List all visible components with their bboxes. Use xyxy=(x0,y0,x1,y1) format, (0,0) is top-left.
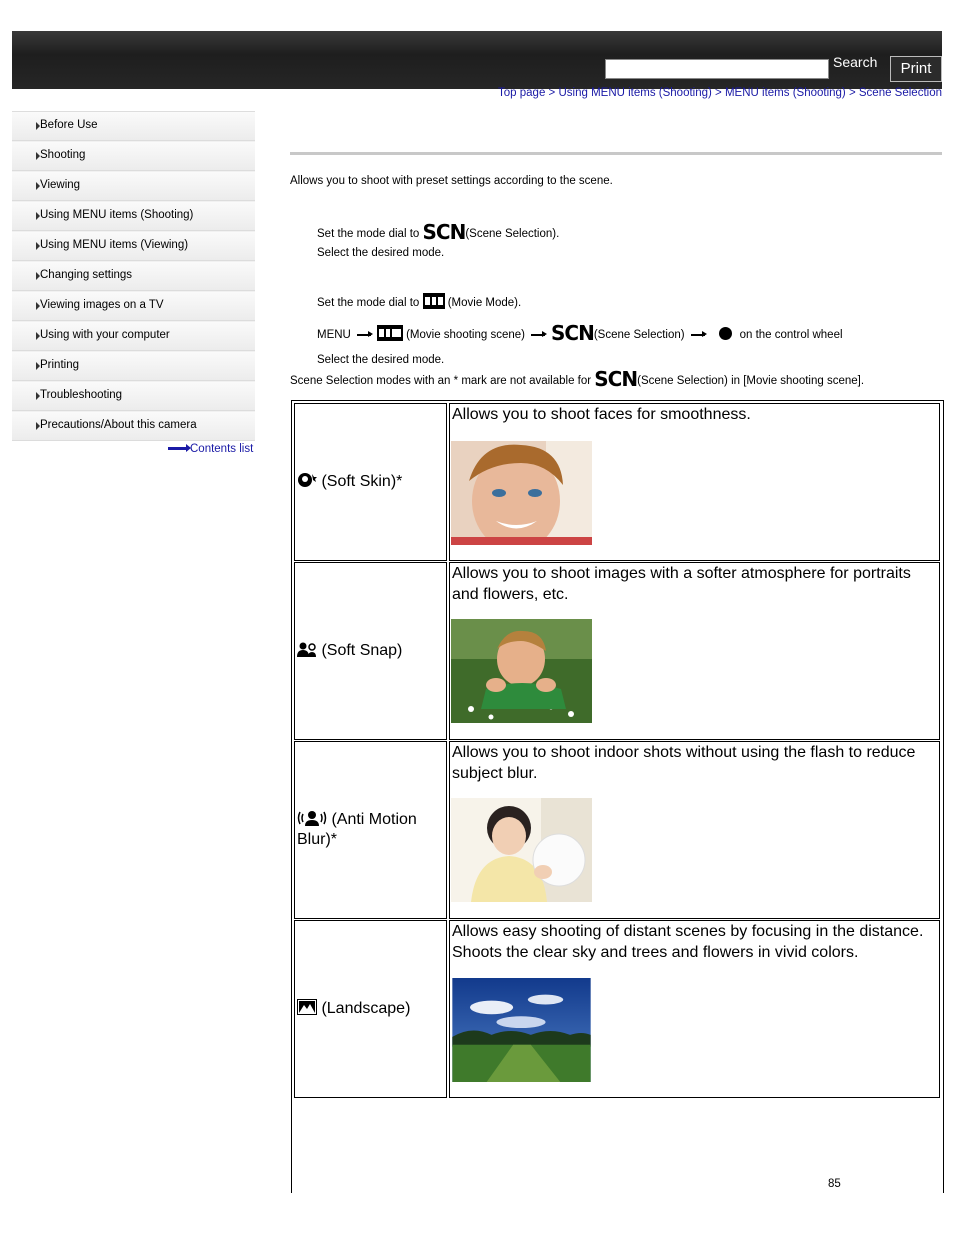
step-text: (Scene Selection). xyxy=(465,228,560,240)
search-input[interactable] xyxy=(605,59,829,79)
caret-right-icon xyxy=(36,212,40,220)
child-portrait-photo xyxy=(451,441,592,545)
desc-cell-landscape xyxy=(449,920,940,1098)
sidebar-item-before-use[interactable] xyxy=(12,112,255,141)
sidebar-item-label: Precautions/About this camera xyxy=(40,419,197,431)
scn-icon: SCN xyxy=(422,220,466,244)
mode-name: (Landscape) xyxy=(321,1000,411,1017)
sidebar-item-computer[interactable] xyxy=(12,322,255,351)
caret-right-icon xyxy=(36,272,40,280)
landscape-icon xyxy=(297,999,317,1015)
desc-cell-soft-snap xyxy=(449,562,940,740)
step-text: Set the mode dial to xyxy=(317,228,420,240)
sidebar-item-menu-viewing[interactable] xyxy=(12,232,255,261)
desc-cell-soft-skin xyxy=(449,403,940,561)
desc-cell-anti-motion-blur xyxy=(449,741,940,919)
breadcrumb-sep: > xyxy=(711,87,725,99)
step-set-dial-movie xyxy=(317,293,521,309)
mode-description: Allows easy shooting of distant scenes by focusing in the distance. Shoots the clear sky and trees and flowers in vivid colors. xyxy=(452,923,924,961)
page-number: 85 xyxy=(828,1178,841,1190)
caret-right-icon xyxy=(36,332,40,340)
arrow-right-icon xyxy=(691,334,705,336)
step-text: Set the mode dial to xyxy=(317,297,420,309)
sidebar-item-viewing[interactable] xyxy=(12,172,255,201)
sidebar-item-label: Troubleshooting xyxy=(40,389,123,401)
sidebar-item-label: Before Use xyxy=(40,119,98,131)
title-rule xyxy=(290,152,942,155)
mode-description: Allows you to shoot images with a softer atmosphere for portraits and flowers, etc. xyxy=(452,565,911,603)
note-suffix: (Scene Selection) in [Movie shooting scene]. xyxy=(637,375,865,387)
sidebar-item-shooting[interactable] xyxy=(12,142,255,171)
print-button[interactable]: Print xyxy=(890,56,942,82)
landscape-photo xyxy=(451,978,592,1082)
note-prefix: Scene Selection modes with an * mark are not available for xyxy=(290,375,592,387)
breadcrumb-scene-selection[interactable]: Scene Selection xyxy=(858,87,942,99)
scn-icon: SCN xyxy=(594,367,638,391)
sidebar-item-label: Shooting xyxy=(40,149,86,161)
intro-text: Allows you to shoot with preset settings according to the scene. xyxy=(290,175,613,187)
sidebar xyxy=(12,111,255,439)
sidebar-item-label: Using MENU items (Shooting) xyxy=(40,209,194,221)
caret-right-icon xyxy=(36,242,40,250)
sidebar-item-label: Printing xyxy=(40,359,79,371)
sidebar-item-viewing-tv[interactable] xyxy=(12,292,255,321)
sidebar-item-precautions[interactable] xyxy=(12,412,255,441)
girl-indoor-photo xyxy=(451,798,592,902)
mode-cell-landscape xyxy=(294,920,447,1098)
breadcrumb-using-menu-shooting[interactable]: Using MENU items (Shooting) xyxy=(558,87,712,99)
arrow-right-icon xyxy=(168,447,188,450)
breadcrumb-sep: > xyxy=(845,87,859,99)
soft-snap-icon xyxy=(297,641,317,657)
step-text: (Movie Mode). xyxy=(447,297,522,309)
mode-name: (Soft Snap) xyxy=(321,642,403,659)
caret-right-icon xyxy=(36,422,40,430)
contents-list-link[interactable] xyxy=(168,443,253,455)
breadcrumb-menu-items-shooting[interactable]: MENU items (Shooting) xyxy=(724,87,846,99)
step-select-mode: Select the desired mode. xyxy=(317,247,445,259)
movie-mode-icon xyxy=(423,293,445,309)
mode-name: (Anti Motion Blur)* xyxy=(297,811,417,848)
step-text: (Scene Selection) xyxy=(593,329,685,341)
step-menu-path xyxy=(317,321,843,345)
mode-description: Allows you to shoot faces for smoothness. xyxy=(452,406,751,423)
mode-cell-soft-snap xyxy=(294,562,447,740)
mode-cell-soft-skin xyxy=(294,403,447,561)
step-text: (Movie shooting scene) xyxy=(406,329,525,341)
sidebar-item-label: Viewing xyxy=(40,179,81,191)
breadcrumb xyxy=(498,87,942,99)
mode-description: Allows you to shoot indoor shots without using the flash to reduce subject blur. xyxy=(452,744,916,782)
movie-shooting-scene-icon xyxy=(377,325,403,341)
caret-right-icon xyxy=(36,122,40,130)
sidebar-item-label: Changing settings xyxy=(40,269,133,281)
sidebar-item-label: Using with your computer xyxy=(40,329,170,341)
contents-list-label: Contents list xyxy=(190,443,254,455)
sidebar-item-printing[interactable] xyxy=(12,352,255,381)
sidebar-item-changing-settings[interactable] xyxy=(12,262,255,291)
boy-on-grass-photo xyxy=(451,619,592,723)
anti-motion-blur-icon xyxy=(297,810,327,826)
soft-skin-icon xyxy=(297,472,317,488)
breadcrumb-sep: > xyxy=(545,87,559,99)
sidebar-item-troubleshooting[interactable] xyxy=(12,382,255,411)
menu-label: MENU xyxy=(317,329,351,341)
arrow-right-icon xyxy=(531,334,545,336)
note-text xyxy=(290,367,864,391)
step-select-mode-2: Select the desired mode. xyxy=(317,354,445,366)
search-button[interactable]: Search xyxy=(833,54,878,70)
control-wheel-center-icon xyxy=(719,327,732,340)
sidebar-item-label: Viewing images on a TV xyxy=(40,299,164,311)
caret-right-icon xyxy=(36,362,40,370)
caret-right-icon xyxy=(36,302,40,310)
sidebar-item-menu-shooting[interactable] xyxy=(12,202,255,231)
breadcrumb-top-page[interactable]: Top page xyxy=(498,87,546,99)
caret-right-icon xyxy=(36,152,40,160)
caret-right-icon xyxy=(36,392,40,400)
sidebar-item-label: Using MENU items (Viewing) xyxy=(40,239,189,251)
caret-right-icon xyxy=(36,182,40,190)
mode-cell-anti-motion-blur xyxy=(294,741,447,919)
step-set-dial-scn xyxy=(317,220,559,244)
arrow-right-icon xyxy=(357,334,371,336)
step-text: on the control wheel xyxy=(739,329,843,341)
mode-name: (Soft Skin)* xyxy=(321,473,403,490)
scn-icon: SCN xyxy=(550,321,594,345)
